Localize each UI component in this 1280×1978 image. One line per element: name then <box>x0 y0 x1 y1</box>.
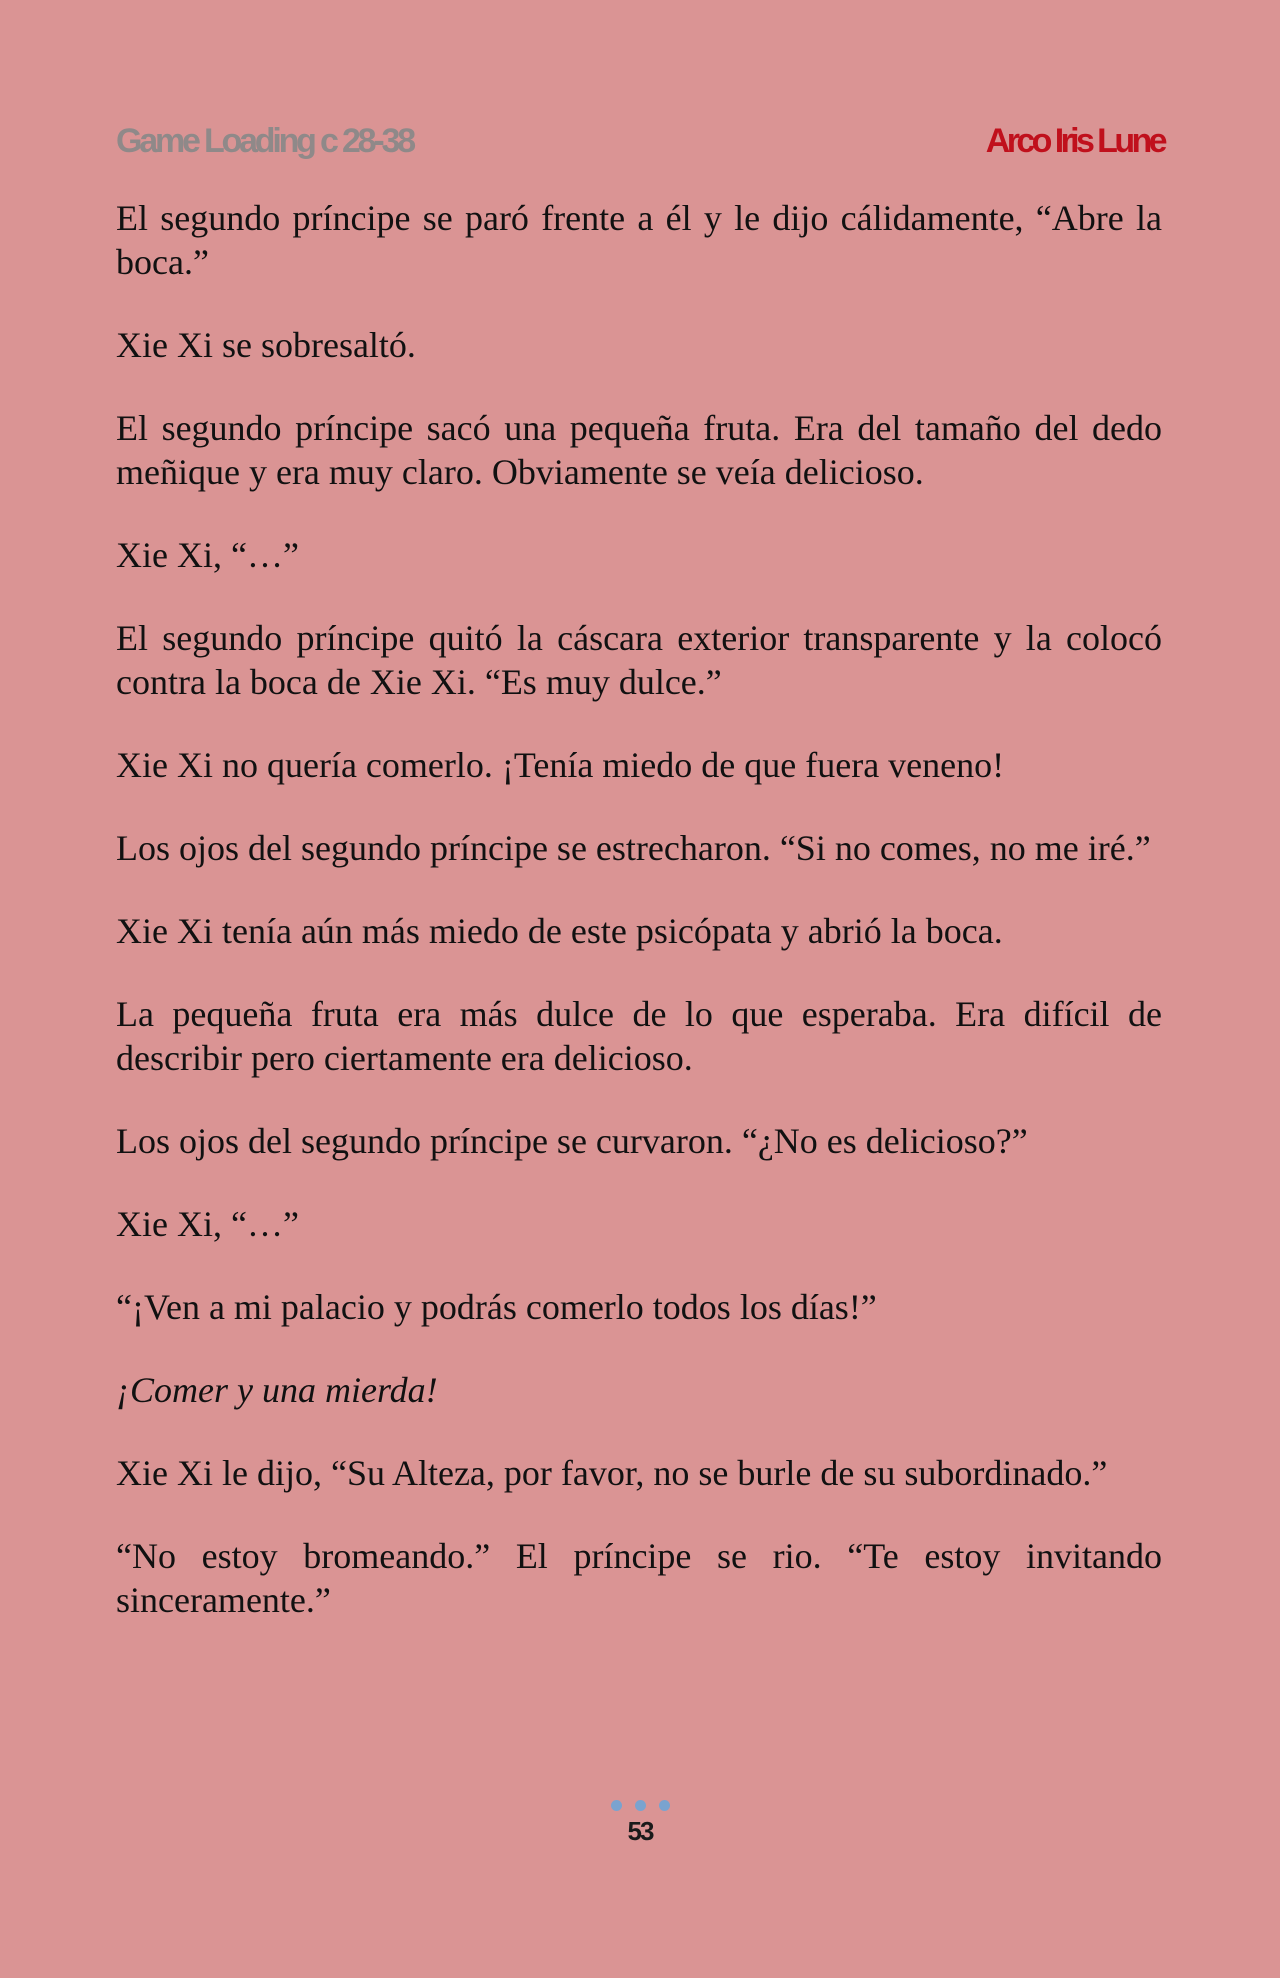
paragraph: Xie Xi se sobresaltó. <box>116 325 416 365</box>
ornament-dot <box>635 1800 646 1811</box>
paragraph: El segundo príncipe se paró frente a él y le dijo cálidamente, “Abre la boca.” <box>116 198 1162 282</box>
paragraph: La pequeña fruta era más dulce de lo que esperaba. Era difícil de describir pero ciertamente era delicioso. <box>116 994 1162 1078</box>
paragraph: Los ojos del segundo príncipe se curvaron. “¿No es delicioso?” <box>116 1121 1028 1161</box>
paragraph: “No estoy bromeando.” El príncipe se rio. “Te estoy invitando sinceramente.” <box>116 1536 1162 1620</box>
paragraph: Xie Xi, “…” <box>116 535 299 575</box>
running-header <box>116 116 1164 166</box>
paragraph: El segundo príncipe sacó una pequeña fruta. Era del tamaño del dedo meñique y era muy claro. Obviamente se veía delicioso. <box>116 408 1162 492</box>
page-footer <box>0 1800 1280 1846</box>
paragraph: Xie Xi tenía aún más miedo de este psicópata y abrió la boca. <box>116 911 1003 951</box>
ornament-dots <box>0 1800 1280 1812</box>
header-translator-credit: Arco Iris Lune <box>985 122 1164 160</box>
page-body <box>116 196 1162 1661</box>
paragraph: El segundo príncipe quitó la cáscara exterior transparente y la colocó contra la boca de Xie Xi. “Es muy dulce.” <box>116 618 1162 702</box>
ornament-dot <box>611 1800 622 1811</box>
paragraph-italic-thought: ¡Comer y una mierda! <box>116 1370 438 1410</box>
header-book-title: Game Loading c 28-38 <box>116 122 413 160</box>
ornament-dot <box>659 1800 670 1811</box>
paragraph: Los ojos del segundo príncipe se estrecharon. “Si no comes, no me iré.” <box>116 828 1151 868</box>
paragraph: Xie Xi, “…” <box>116 1204 299 1244</box>
paragraph: Xie Xi no quería comerlo. ¡Tenía miedo de que fuera veneno! <box>116 745 1005 785</box>
paragraph: Xie Xi le dijo, “Su Alteza, por favor, no se burle de su subordinado.” <box>116 1453 1108 1493</box>
paragraph: “¡Ven a mi palacio y podrás comerlo todos los días!” <box>116 1287 877 1327</box>
page-number: 53 <box>627 1816 653 1846</box>
